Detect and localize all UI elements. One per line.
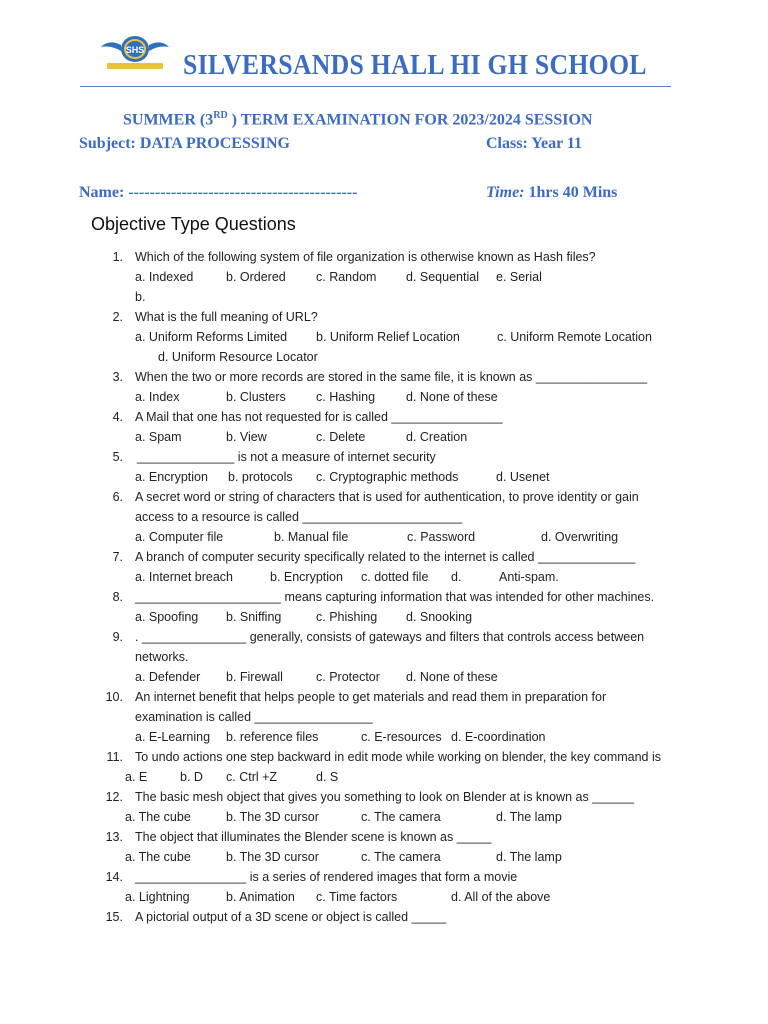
option: b. Animation: [226, 890, 295, 904]
option: b.: [135, 290, 146, 304]
question-number: 14.: [105, 870, 123, 884]
option: a. E: [125, 770, 148, 784]
option: b. View: [226, 430, 267, 444]
option: b. Clusters: [226, 390, 286, 404]
option: b. The 3D cursor: [226, 850, 319, 864]
option: d. Overwriting: [541, 530, 619, 544]
option: a. The cube: [125, 810, 191, 824]
question-text-continued: examination is called _________________: [135, 710, 373, 724]
question-text: What is the full meaning of URL?: [135, 310, 318, 324]
option: a. The cube: [125, 850, 191, 864]
question-number: 15.: [105, 910, 123, 924]
option: a. Spoofing: [135, 610, 199, 624]
option: c. dotted file: [361, 570, 429, 584]
option: b. Manual file: [274, 530, 349, 544]
option: d. The lamp: [496, 810, 562, 824]
option: c. Cryptographic methods: [316, 470, 459, 484]
option: d.: [451, 570, 462, 584]
option: a. Indexed: [135, 270, 194, 284]
subject-line: Subject: DATA PROCESSING: [79, 135, 290, 152]
question-text-continued: networks.: [135, 650, 189, 664]
option: a. Computer file: [135, 530, 224, 544]
option: a. Encryption: [135, 470, 208, 484]
question-text: ______________ is not a measure of internet security: [137, 450, 436, 464]
option: c. Password: [407, 530, 476, 544]
option: c. Ctrl +Z: [226, 770, 278, 784]
question-text: An internet benefit that helps people to get materials and read them in preparation for: [135, 690, 607, 704]
option: a. Index: [135, 390, 180, 404]
option: c. E-resources: [361, 730, 442, 744]
option: b. reference files: [226, 730, 319, 744]
question-text: A pictorial output of a 3D scene or object is called _____: [135, 910, 447, 924]
option: a. Internet breach: [135, 570, 233, 584]
question-number: 8.: [112, 590, 123, 604]
option: c. Phishing: [316, 610, 378, 624]
question-text: The object that illuminates the Blender scene is known as _____: [135, 830, 492, 844]
option: c. Time factors: [316, 890, 398, 904]
option: d. Usenet: [496, 470, 550, 484]
option: a. Uniform Reforms Limited: [135, 330, 288, 344]
question-text-continued: access to a resource is called _______________________: [135, 510, 463, 524]
option: a. Spam: [135, 430, 182, 444]
question-text: A secret word or string of characters that is used for authentication, to prove identity or gain: [135, 490, 639, 504]
header-divider: [80, 86, 671, 87]
option: c. The camera: [361, 810, 441, 824]
option: d. Uniform Resource Locator: [158, 350, 318, 364]
school-name: SILVERSANDS HALL HI GH SCHOOL: [183, 50, 647, 81]
question-number: 7.: [112, 550, 123, 564]
option: d. The lamp: [496, 850, 562, 864]
exam-title: SUMMER (3RD ) TERM EXAMINATION FOR 2023/2024 SESSION: [123, 110, 593, 129]
question-number: 1.: [112, 250, 123, 264]
question-number: 5.: [112, 450, 123, 464]
section-title: Objective Type Questions: [91, 214, 296, 234]
option: c. Delete: [316, 430, 366, 444]
option: b. Firewall: [226, 670, 283, 684]
option: d. None of these: [406, 670, 498, 684]
school-logo: [99, 33, 171, 71]
option: c. Uniform Remote Location: [497, 330, 652, 344]
question-number: 2.: [112, 310, 123, 324]
option: d. Sequential: [406, 270, 479, 284]
option: d. S: [316, 770, 339, 784]
option: e. Serial: [496, 270, 542, 284]
question-number: 4.: [112, 410, 123, 424]
option: a. Lightning: [125, 890, 190, 904]
name-line: Name: -------------------------------------------: [79, 184, 358, 201]
question-text: _____________________ means capturing information that was intended for other machines.: [135, 590, 655, 604]
question-number: 12.: [105, 790, 123, 804]
question-text: ________________ is a series of rendered images that form a movie: [135, 870, 518, 884]
question-number: 11.: [106, 750, 123, 764]
option: b. D: [180, 770, 203, 784]
option: d. Snooking: [406, 610, 473, 624]
option: c. Protector: [316, 670, 380, 684]
question-number: 9.: [112, 630, 123, 644]
option: b. protocols: [228, 470, 293, 484]
option: a. E-Learning: [135, 730, 211, 744]
option: b. Uniform Relief Location: [316, 330, 460, 344]
question-text: A branch of computer security specifically related to the internet is called ______________: [135, 550, 636, 564]
question-text: . _______________ generally, consists of gateways and filters that controls access between: [135, 630, 645, 644]
option: c. The camera: [361, 850, 441, 864]
question-number: 3.: [112, 370, 123, 384]
option: a. Defender: [135, 670, 201, 684]
question-number: 6.: [112, 490, 123, 504]
logo-text: SHS: [125, 45, 145, 55]
question-text: When the two or more records are stored in the same file, it is known as ________________: [135, 370, 648, 384]
option: c. Hashing: [316, 390, 376, 404]
question-text: A Mail that one has not requested for is called ________________: [135, 410, 503, 424]
option: d. None of these: [406, 390, 498, 404]
question-text: The basic mesh object that gives you something to look on Blender at is known as ______: [135, 790, 634, 804]
option: b. Ordered: [226, 270, 286, 284]
option: Anti-spam.: [499, 570, 559, 584]
question-number: 10.: [105, 690, 123, 704]
option: c. Random: [316, 270, 377, 284]
question-number: 13.: [105, 830, 123, 844]
option: d. E-coordination: [451, 730, 546, 744]
option: d. Creation: [406, 430, 468, 444]
option: b. Sniffing: [226, 610, 282, 624]
option: d. All of the above: [451, 890, 551, 904]
class-line: Class: Year 11: [486, 135, 582, 152]
question-text: To undo actions one step backward in edit mode while working on blender, the key command is: [135, 750, 661, 764]
time-line: Time: 1hrs 40 Mins: [486, 184, 618, 201]
question-text: Which of the following system of file organization is otherwise known as Hash files?: [135, 250, 596, 264]
option: b. Encryption: [270, 570, 343, 584]
option: b. The 3D cursor: [226, 810, 319, 824]
